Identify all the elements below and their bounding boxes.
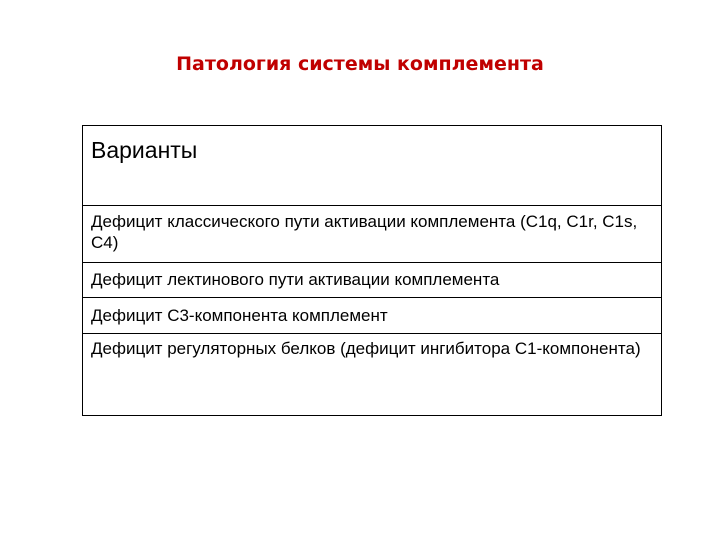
variants-table [82,125,662,416]
table-row: Дефицит классического пути активации комплемента (С1q, С1r, С1s, С4) [83,206,661,263]
table-header-variants: Варианты [83,126,661,206]
slide-title: Патология системы комплемента [176,53,544,75]
table-row: Дефицит регуляторных белков (дефицит ингибитора С1-компонента) [91,339,641,358]
table-row: Дефицит лектинового пути активации комплемента [83,263,661,298]
table-row: Дефицит С3-компонента комплемент [83,298,661,334]
